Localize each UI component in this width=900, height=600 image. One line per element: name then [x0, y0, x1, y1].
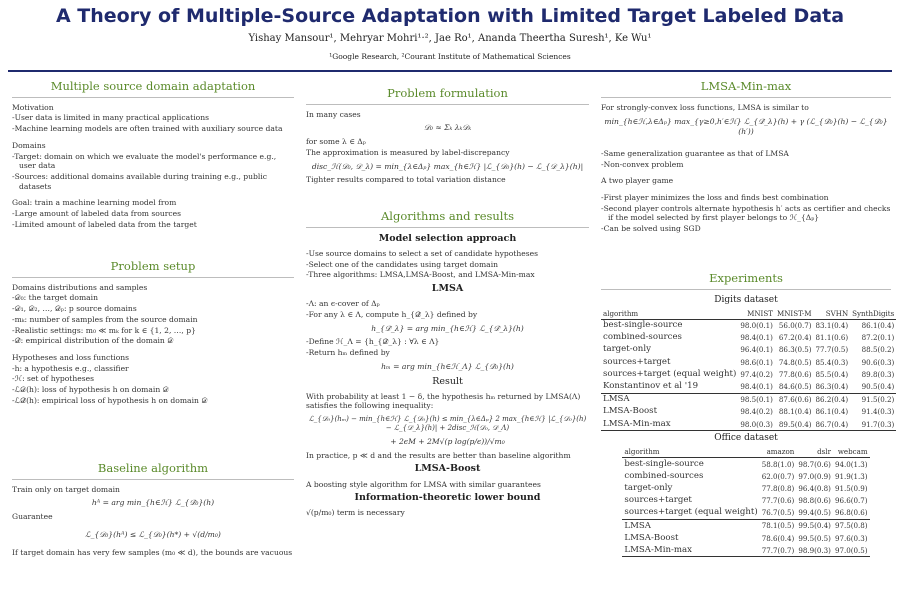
equation: hᴬ = arg min_{h∈ℋ} ℒ_{𝒟̂₀}(h) — [91, 498, 215, 508]
table-cell: 86.7(0.4) — [814, 418, 851, 431]
guarantee-label: Guarantee — [12, 512, 53, 522]
table-cell: 98.9(0.3) — [796, 544, 833, 557]
subsection-title: LMSA-Boost — [414, 463, 481, 475]
table-cell: 85.5(0.4) — [815, 369, 849, 379]
list-item: -Realistic settings: m₀ ≪ mₖ for k ∈ {1, 2, …, p} — [12, 325, 196, 335]
column-header: MNIST — [738, 308, 775, 319]
paragraph: For strongly-convex loss functions, LMSA is similar to — [601, 102, 809, 112]
equation: hₘ = arg min_{h∈ℋ_Λ} ℒ_{𝒟̂₀}(h) — [381, 361, 514, 371]
equation: ℒ_{𝒟₀}(hᴬ) ≤ ℒ_{𝒟₀}(h*) + √(d/m₀) — [85, 529, 221, 539]
table-cell: 90.5(0.4) — [861, 381, 895, 391]
table-cell: 94.0(1.3) — [834, 459, 868, 469]
table-row — [622, 482, 869, 494]
paragraph: A boosting style algorithm for LMSA with similar guarantees — [306, 479, 541, 489]
table-cell: 91.9(1.3) — [834, 471, 868, 481]
equation: disc_ℋ(𝒟₀, 𝒟_λ) = min_{λ∈Δₚ} max_{h∈ℋ} |ℒ_{𝒟₀}(h) − ℒ_{𝒟_λ}(h)| — [311, 161, 584, 171]
poster-header — [0, 0, 900, 72]
column-header: MNIST-M — [776, 308, 812, 318]
paragraph: for some λ ∈ Δₚ — [306, 137, 366, 147]
table-row — [601, 393, 896, 406]
list-item: -First player minimizes the loss and finds best combination — [601, 193, 829, 203]
equation: + 2ϵM + 2M√(p log(p/ϵ))/√m₀ — [390, 437, 505, 446]
table-header-row — [622, 447, 869, 458]
table-cell: 76.7(0.5) — [761, 508, 795, 518]
section-title: Multiple source domain adaptation — [12, 79, 294, 98]
table-cell: 98.0(0.1) — [740, 321, 773, 331]
list-item: -Target: domain on which we evaluate the model's performance e.g., user data — [12, 151, 277, 171]
table-cell: 96.4(0.1) — [740, 345, 773, 355]
section-msda — [12, 79, 294, 231]
office-dataset-title: Office dataset — [714, 433, 778, 444]
table-cell: 99.5(0.4) — [796, 519, 833, 532]
table-row — [622, 507, 869, 520]
table-cell: 98.6(0.1) — [740, 357, 773, 367]
table-cell: 97.4(0.2) — [740, 369, 773, 379]
table-row — [622, 495, 869, 507]
table-row — [601, 344, 896, 356]
table-cell: 62.0(0.7) — [761, 471, 795, 481]
table-header-row — [601, 308, 896, 319]
section-title: Baseline algorithm — [12, 461, 294, 480]
column-header: SynthDigits — [852, 308, 895, 318]
table-cell: 89.8(0.3) — [861, 369, 895, 379]
column-header: webcam — [833, 447, 870, 458]
row-label: LMSA-Min-max — [601, 418, 738, 431]
table-row — [601, 356, 896, 368]
section-problem-setup — [12, 259, 294, 407]
baseline-note: If target domain has very few samples (m₀ ≪ d), the bounds are vacuous — [12, 547, 293, 557]
table-cell: 98.7(0.6) — [798, 459, 831, 469]
equation: min_{h∈ℋ,λ∈Δₚ} max_{γ≥0,h′∈ℋ} ℒ_{𝒟̂_λ}(h) + γ (ℒ_{𝒟̂₀}(h) − ℒ_{𝒟̂₀}(h′)) — [604, 117, 888, 137]
row-label: sources+target (equal weight) — [603, 368, 737, 379]
table-cell: 83.1(0.4) — [815, 321, 849, 331]
table-row — [622, 532, 869, 544]
table-cell: 78.1(0.5) — [760, 519, 797, 532]
table-cell: 87.2(0.1) — [861, 333, 895, 343]
table-cell: 86.3(0.4) — [815, 381, 849, 391]
table-cell: 91.4(0.3) — [861, 407, 895, 417]
table-cell: 67.2(0.4) — [778, 333, 812, 343]
table-cell: 99.4(0.5) — [798, 508, 831, 518]
list-item: -Machine learning models are often trained with auxiliary source data — [12, 124, 283, 134]
row-label: sources+target — [624, 495, 692, 506]
table-cell: 97.0(0.9) — [798, 471, 831, 481]
table-cell: 84.6(0.5) — [778, 381, 812, 391]
list-item: -ℒ𝒟̂(h): empirical loss of hypothesis h on domain 𝒟 — [12, 395, 208, 405]
domains-label: Domains — [12, 140, 46, 150]
table-cell: 56.0(0.7) — [778, 321, 812, 331]
list-item: -Use source domains to select a set of candidate hypotheses — [306, 248, 539, 258]
table-cell: 91.5(0.2) — [850, 393, 896, 406]
table-cell: 97.0(0.5) — [833, 544, 870, 557]
list-item: -Limited amount of labeled data from the target — [12, 219, 197, 229]
list-item: -Define ℋ_Λ = {h_{𝒟̂_λ} : ∀λ ∈ Λ} — [306, 337, 440, 347]
header-rule — [8, 70, 892, 72]
row-label: LMSA-Boost — [603, 406, 658, 417]
table-cell: 98.8(0.6) — [798, 496, 831, 506]
section-title: Algorithms and results — [306, 209, 589, 228]
table-cell: 77.7(0.5) — [815, 345, 849, 355]
office-results-table — [622, 447, 869, 558]
table-cell: 74.8(0.5) — [778, 357, 812, 367]
list-item: -ℒ𝒟(h): loss of hypothesis h on domain 𝒟 — [12, 385, 169, 395]
table-row — [601, 319, 896, 332]
hyp-label: Hypotheses and loss functions — [12, 353, 130, 363]
row-label: target-only — [603, 344, 651, 355]
table-cell: 98.0(0.3) — [738, 418, 775, 431]
goal-label: Goal: train a machine learning model from — [12, 198, 177, 208]
table-cell: 77.7(0.7) — [760, 544, 797, 557]
column-header: amazon — [760, 447, 797, 458]
table-cell: 96.6(0.7) — [834, 496, 868, 506]
table-cell: 89.5(0.4) — [775, 418, 814, 431]
row-label: best-single-source — [624, 458, 704, 469]
affiliations: ¹Google Research, ²Courant Institute of Mathematical Sciences — [329, 52, 571, 61]
table-cell: 96.4(0.8) — [798, 483, 831, 493]
column-header: SVHN — [814, 308, 851, 319]
paragraph: √(p/m₀) term is necessary — [306, 508, 405, 518]
list-item: -ℋ: set of hypotheses — [12, 374, 95, 384]
table-cell: 91.5(0.9) — [834, 483, 868, 493]
equation: 𝒟₀ ≈ Σₖ λₖ𝒟ₖ — [423, 123, 472, 133]
table-cell: 88.1(0.4) — [778, 407, 812, 417]
row-label: combined-sources — [603, 332, 682, 343]
list-item: -Second player controls alternate hypothesis h′ acts as certifier and checks if the model selected by first player belongs to ℋ_{Δₚ} — [601, 203, 891, 223]
table-row — [601, 332, 896, 344]
paragraph: Tighter results compared to total variation distance — [306, 175, 506, 185]
table-cell: 97.6(0.3) — [834, 533, 868, 543]
list-item: -For any λ ∈ Λ, compute h_{𝒟̂_λ} defined by — [306, 309, 478, 319]
section-algorithms — [306, 209, 589, 519]
list-item: -𝒟̂: empirical distribution of the domain 𝒟 — [12, 336, 174, 346]
table-cell: 96.8(0.6) — [834, 508, 868, 518]
section-baseline — [12, 461, 294, 558]
equation: ℒ_{𝒟₀}(hₘ) − min_{h∈ℋ} ℒ_{𝒟₀}(h) ≤ min_{λ∈Δₚ} 2 max_{h∈ℋ} |ℒ_{𝒟₀}(h) − ℒ_{𝒟_λ}(h)| + 2disc_ℋ(𝒟₀, 𝒟_Λ) — [308, 415, 587, 433]
list-item: -Same generalization guarantee as that of LMSA — [601, 148, 789, 158]
poster-title: A Theory of Multiple-Source Adaptation with Limited Target Labeled Data — [55, 5, 845, 27]
row-label: sources+target — [603, 356, 671, 367]
column-header: algorithm — [622, 447, 759, 458]
row-label: LMSA — [601, 393, 738, 406]
digits-dataset-title: Digits dataset — [714, 294, 778, 305]
list-item: -Non-convex problem — [601, 159, 684, 169]
section-experiments — [601, 271, 895, 557]
table-cell: 91.7(0.3) — [850, 418, 896, 431]
list-item: -Sources: additional domains available during training e.g., public datasets — [12, 172, 268, 191]
paragraph: A two player game — [601, 176, 674, 186]
section-title: Problem setup — [12, 259, 294, 278]
column-header: dslr — [796, 447, 833, 458]
table-cell: 90.6(0.3) — [861, 357, 895, 367]
section-title: Experiments — [601, 271, 891, 290]
table-cell: 98.4(0.1) — [740, 381, 773, 391]
subsection-title: Result — [432, 375, 463, 387]
paragraph: The approximation is measured by label-discrepancy — [306, 147, 510, 157]
list-item: -𝒟₁, 𝒟₂, …, 𝒟ₚ: p source domains — [12, 304, 137, 314]
author-list: Yishay Mansour¹, Mehryar Mohri¹·², Jae Ro¹, Ananda Theertha Suresh¹, Ke Wu¹ — [248, 33, 652, 44]
table-cell: 86.3(0.5) — [778, 345, 812, 355]
subsection-title: Model selection approach — [378, 232, 517, 244]
table-cell: 78.6(0.4) — [761, 533, 795, 543]
table-cell: 87.6(0.6) — [775, 393, 814, 406]
list-item: -𝒟₀: the target domain — [12, 293, 99, 303]
table-row — [622, 457, 869, 470]
row-label: LMSA-Boost — [624, 532, 679, 543]
list-item: -Return hₘ defined by — [306, 348, 390, 358]
list-item: -User data is limited in many practical applications — [12, 113, 209, 123]
table-row — [622, 544, 869, 557]
subsection-title: Information-theoretic lower bound — [354, 492, 541, 504]
table-cell: 88.5(0.2) — [861, 345, 895, 355]
table-cell: 86.1(0.4) — [861, 321, 895, 331]
list-item: -Large amount of labeled data from sources — [12, 209, 182, 219]
table-row — [601, 380, 896, 393]
table-cell: 77.8(0.8) — [761, 483, 795, 493]
list-item: -mₖ: number of samples from the source domain — [12, 314, 198, 324]
table-cell: 86.2(0.4) — [814, 393, 851, 406]
equation: h_{𝒟̂_λ} = arg min_{h∈ℋ} ℒ_{𝒟̂_λ}(h) — [371, 323, 524, 333]
table-cell: 58.8(1.0) — [761, 459, 795, 469]
subsection-title: LMSA — [431, 283, 464, 295]
table-row — [622, 519, 869, 532]
list-item: -Λ: an ϵ-cover of Δₚ — [306, 299, 380, 309]
table-cell: 98.4(0.1) — [740, 333, 773, 343]
row-label: best-single-source — [603, 320, 683, 331]
list-item: -Three algorithms: LMSA,LMSA-Boost, and LMSA-Min-max — [306, 270, 535, 280]
column-header: algorithm — [601, 308, 738, 319]
table-cell: 86.1(0.4) — [815, 407, 849, 417]
table-cell: 81.1(0.6) — [815, 333, 849, 343]
table-row — [622, 470, 869, 482]
table-cell: 77.8(0.6) — [778, 369, 812, 379]
table-cell: 85.4(0.3) — [815, 357, 849, 367]
table-row — [601, 406, 896, 418]
table-cell: 99.5(0.5) — [798, 533, 831, 543]
list-item: -Select one of the candidates using target domain — [306, 259, 499, 269]
row-label: target-only — [624, 482, 673, 493]
baseline-train: Train only on target domain — [12, 484, 120, 494]
section-title: LMSA-Min-max — [601, 79, 891, 98]
row-label: LMSA — [622, 519, 759, 532]
list-item: -h: a hypothesis e.g., classifier — [12, 363, 129, 373]
table-row — [601, 368, 896, 380]
paragraph: In many cases — [306, 109, 361, 119]
dist-label: Domains distributions and samples — [12, 282, 148, 292]
paragraph: With probability at least 1 − δ, the hypothesis hₘ returned by LMSA(Λ) satisfies the following inequality: — [306, 391, 581, 411]
row-label: LMSA-Min-max — [622, 544, 759, 557]
section-lmsa-minmax — [601, 79, 891, 235]
table-cell: 97.5(0.8) — [833, 519, 870, 532]
table-cell: 98.5(0.1) — [738, 393, 775, 406]
section-problem-formulation — [306, 86, 589, 186]
row-label: Konstantinov et al '19 — [603, 381, 699, 392]
digits-results-table — [601, 308, 896, 431]
section-title: Problem formulation — [306, 86, 589, 105]
table-row — [601, 418, 896, 431]
row-label: sources+target (equal weight) — [624, 507, 758, 518]
row-label: combined-sources — [624, 470, 704, 481]
table-cell: 77.7(0.6) — [761, 496, 795, 506]
paragraph: In practice, p ≪ d and the results are better than baseline algorithm — [306, 450, 571, 460]
motivation-label: Motivation — [12, 102, 54, 112]
list-item: -Can be solved using SGD — [601, 224, 701, 234]
table-cell: 98.4(0.2) — [740, 407, 773, 417]
